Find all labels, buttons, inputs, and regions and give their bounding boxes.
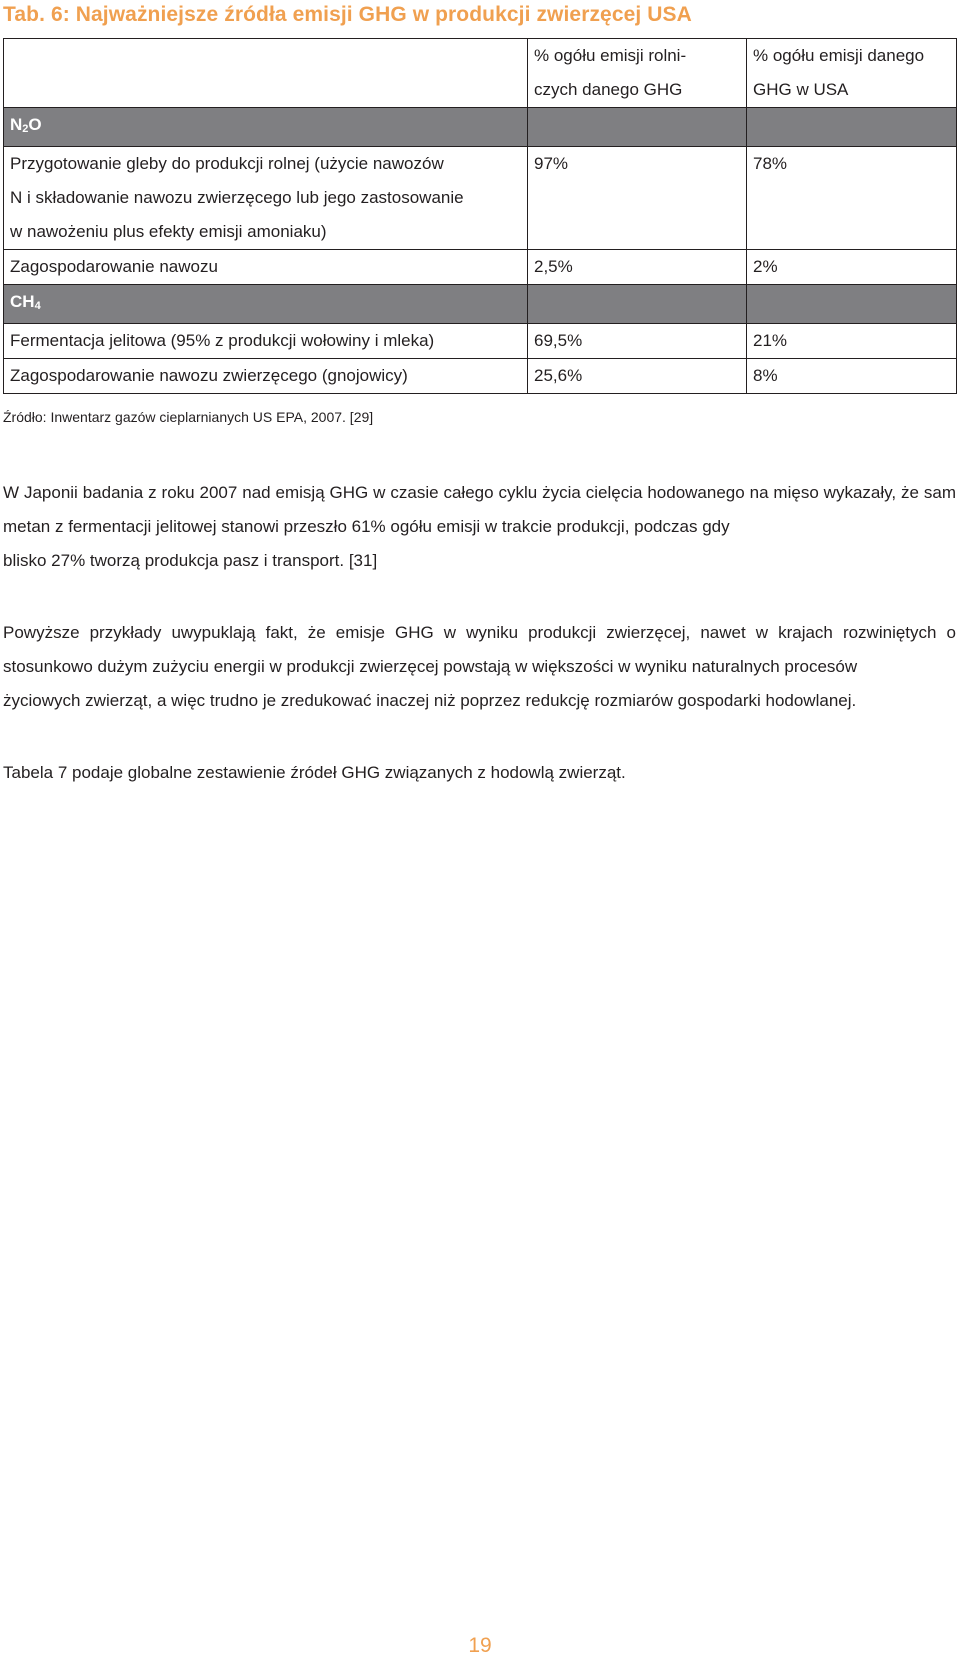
group-blank-cell xyxy=(747,108,957,147)
paragraph-examples xyxy=(3,616,956,718)
row-source-cell xyxy=(4,147,528,250)
group-label-n2o: N2O xyxy=(4,108,528,147)
row-usa-value: 21% xyxy=(747,324,957,359)
group-header-row xyxy=(4,108,957,147)
paragraph-last-line: życiowych zwierząt, a więc trudno je zredukować inaczej niż poprzez redukcję rozmiarów gospodarki hodowlanej. xyxy=(3,691,857,710)
header-cell-source xyxy=(4,39,528,108)
row-agri-value: 25,6% xyxy=(528,359,747,394)
row-source-line: w nawożeniu plus efekty emisji amoniaku) xyxy=(10,222,327,241)
table-row xyxy=(4,250,957,285)
header-agri-line1: % ogółu emisji rolni- xyxy=(534,46,687,65)
table-row xyxy=(4,324,957,359)
source-note: Źródło: Inwentarz gazów cieplarnianych US EPA, 2007. [29] xyxy=(3,409,374,425)
paragraph-japan-study xyxy=(3,476,956,578)
row-source-cell: Zagospodarowanie nawozu xyxy=(4,250,528,285)
group-blank-cell xyxy=(528,285,747,324)
header-cell-usa-share xyxy=(747,39,957,108)
row-source-cell: Zagospodarowanie nawozu zwierzęcego (gnojowicy) xyxy=(4,359,528,394)
table-row xyxy=(4,147,957,250)
row-agri-value: 69,5% xyxy=(528,324,747,359)
header-cell-agri-share xyxy=(528,39,747,108)
paragraph-body: W Japonii badania z roku 2007 nad emisją GHG w czasie całego cyklu życia cielęcia hodowanego na mięso wykazały, że sam metan z fermentacji jelitowej stanowi przeszło 61% ogółu emisji w trakcie produkcji, podczas gdy xyxy=(3,483,956,536)
group-label-ch4: CH4 xyxy=(4,285,528,324)
group-blank-cell xyxy=(528,108,747,147)
paragraph-table7-ref xyxy=(3,756,956,790)
table-row xyxy=(4,359,957,394)
row-agri-value: 2,5% xyxy=(528,250,747,285)
table-header-row xyxy=(4,39,957,108)
row-usa-value: 2% xyxy=(747,250,957,285)
row-source-line: Przygotowanie gleby do produkcji rolnej (użycie nawozów xyxy=(10,154,444,173)
page-number: 19 xyxy=(468,1634,492,1657)
row-source-cell: Fermentacja jelitowa (95% z produkcji wołowiny i mleka) xyxy=(4,324,528,359)
ghg-sources-table xyxy=(3,38,957,394)
group-header-row xyxy=(4,285,957,324)
paragraph-body: Powyższe przykłady uwypuklają fakt, że emisje GHG w wyniku produkcji zwierzęcej, nawet w krajach rozwiniętych o stosunkowo dużym zużyciu energii w produkcji zwierzęcej powstają w większości w wyniku naturalnych procesów xyxy=(3,623,956,676)
row-usa-value: 8% xyxy=(747,359,957,394)
paragraph-last-line: blisko 27% tworzą produkcja pasz i transport. [31] xyxy=(3,551,378,570)
table-title: Tab. 6: Najważniejsze źródła emisji GHG w produkcji zwierzęcej USA xyxy=(3,3,692,26)
header-agri-line2: czych danego GHG xyxy=(534,80,683,99)
paragraph-last-line: Tabela 7 podaje globalne zestawienie źródeł GHG związanych z hodowlą zwierząt. xyxy=(3,763,626,782)
group-blank-cell xyxy=(747,285,957,324)
row-usa-value: 78% xyxy=(747,147,957,250)
row-agri-value: 97% xyxy=(528,147,747,250)
header-usa-line1: % ogółu emisji danego xyxy=(753,46,925,65)
header-usa-line2: GHG w USA xyxy=(753,80,849,99)
row-source-line: N i składowanie nawozu zwierzęcego lub jego zastosowanie xyxy=(10,188,464,207)
